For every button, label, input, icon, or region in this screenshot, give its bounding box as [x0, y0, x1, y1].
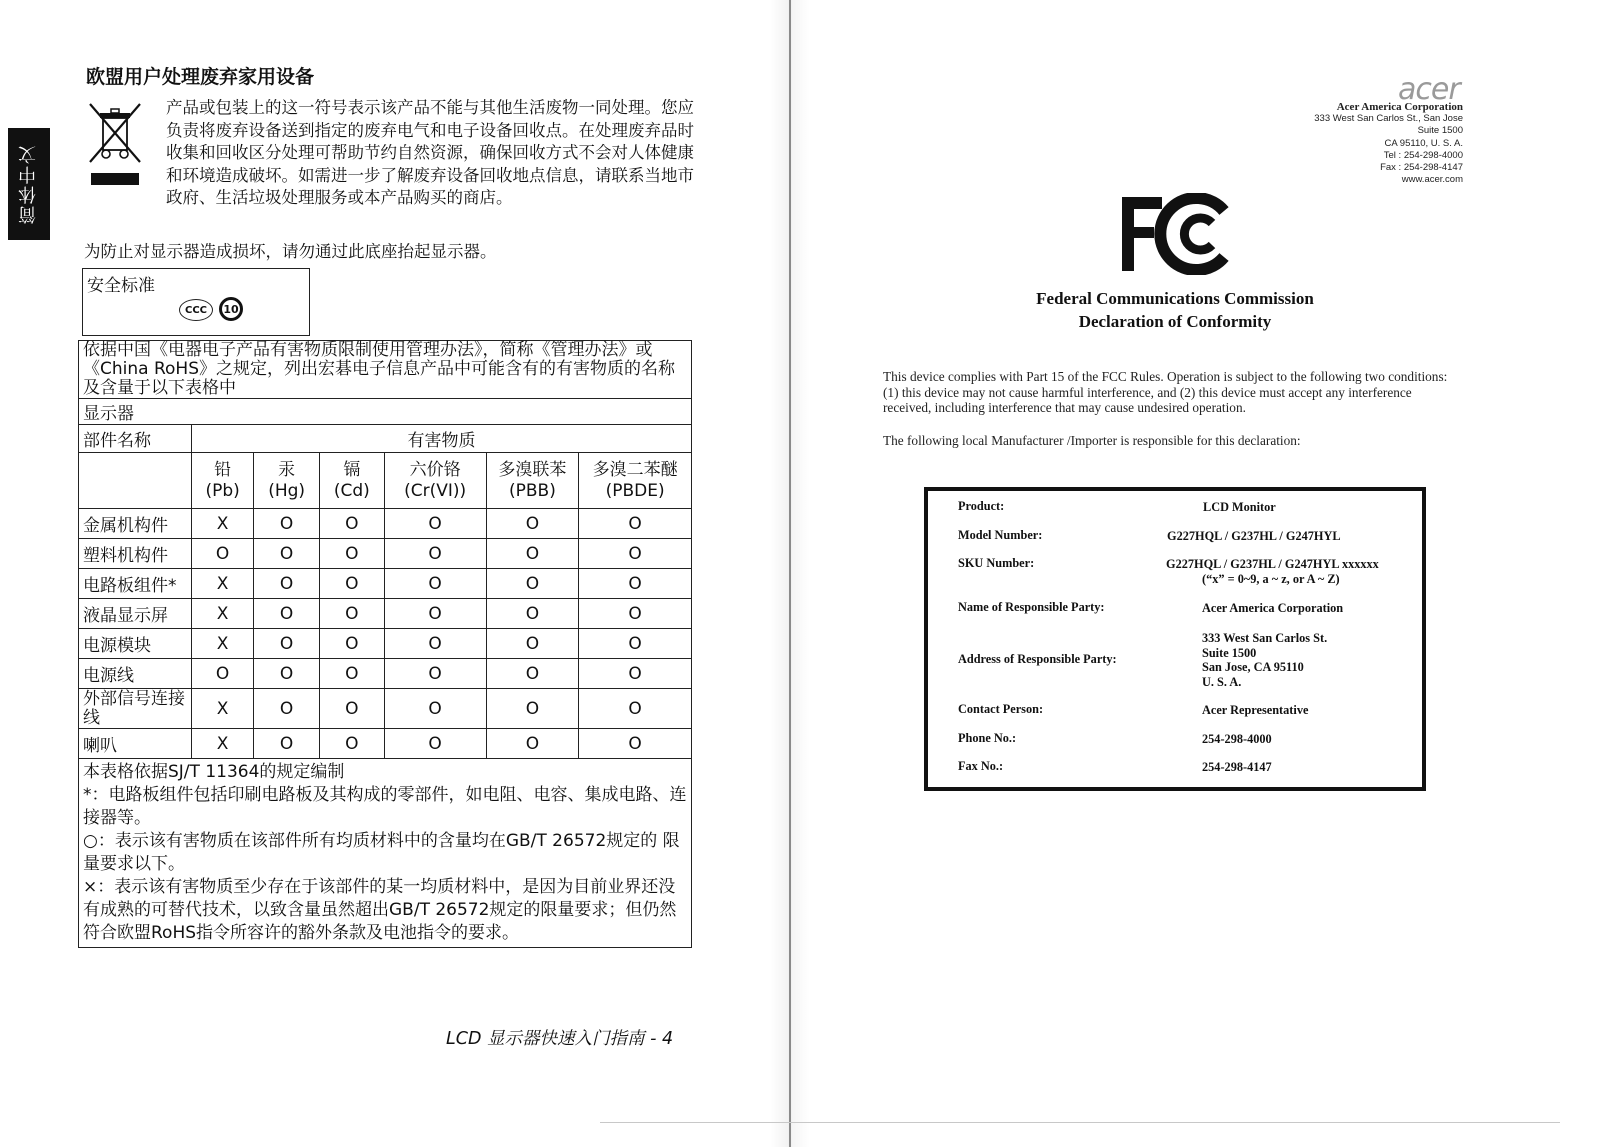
- table-row: 电源模块 X O O O O O: [79, 629, 692, 659]
- table-row: 外部信号连接线 X O O O O O: [79, 689, 692, 729]
- weee-paragraph: 产品或包装上的这一符号表示该产品不能与其他生活废物一同处理。您应负责将废弃设备送到指定的废弃电气和电子设备回收点。在处理废弃品时收集和回收区分处理可帮助节约自然资源，确保回收方式不会对人体健康和环境造成破坏。如需进一步了解废弃设备回收地点信息，请联系当地市政府、生活垃圾处理服务或本产品购买的商店。: [166, 98, 694, 208]
- address-website: www.acer.com: [1401, 174, 1463, 186]
- rohs-intro: 依据中国《电器电子产品有害物质限制使用管理办法》，简称《管理办法》或《China RoHS》之规定，列出宏碁电子信息产品中可能含有的有害物质的名称及含量于以下表格中: [79, 341, 692, 399]
- table-row: 塑料机构件 O O O O O O: [79, 539, 692, 569]
- epup-10-icon: 10: [219, 297, 243, 321]
- safety-standard-box: [82, 268, 310, 336]
- contact-label: Contact Person:: [958, 702, 1044, 716]
- party-value: Acer America Corporation: [1202, 601, 1344, 615]
- party-label: Name of Responsible Party:: [958, 600, 1105, 614]
- china-rohs-table: [78, 340, 692, 948]
- phone-label: Phone No.:: [958, 731, 1017, 745]
- language-tab: [8, 128, 50, 240]
- corporate-address: [1314, 101, 1463, 186]
- substance-pbb: 多溴联苯 (PBB): [486, 453, 579, 509]
- rohs-notes: [79, 759, 692, 948]
- fcc-heading-line-2: Declaration of Conformity: [1078, 312, 1272, 331]
- sku-value: G227HQL / G237HL / G247HYL xxxxxx: [1166, 557, 1379, 571]
- rohs-device: 显示器: [79, 399, 692, 425]
- table-row: 喇叭 X O O O O O: [79, 729, 692, 759]
- lift-warning: 为防止对显示器造成损坏，请勿通过此底座抬起显示器。: [84, 242, 497, 261]
- fax-label: Fax No.:: [958, 759, 1004, 773]
- part-name-header: 部件名称: [79, 425, 192, 453]
- substance-names-row: [79, 453, 692, 509]
- substance-hg: 汞 (Hg): [254, 453, 320, 509]
- rohs-note-cross: ×：表示该有害物质至少存在于该部件的某一均质材料中，是因为目前业界还没有成熟的可替代技术，以致含量虽然超出GB/T 26572规定的限量要求；但仍然符合欧盟RoHS指令所容许的豁外条款及电池指令的要求。: [83, 877, 677, 943]
- language-tab-label: 简体中文: [18, 144, 39, 224]
- safety-standard-label: 安全标准: [87, 276, 155, 296]
- page-footer: LCD 显示器快速入门指南 - 4: [446, 1029, 674, 1049]
- ccc-certification-icon: CCC: [179, 299, 213, 321]
- crossed-out-wheeled-bin-icon: [86, 100, 144, 170]
- substance-pb: 铅 (Pb): [192, 453, 254, 509]
- address-fax: Fax : 254-298-4147: [1380, 162, 1463, 174]
- left-page: [0, 0, 790, 1147]
- fcc-heading: [980, 287, 1370, 333]
- address-line: CA 95110, U. S. A.: [1384, 137, 1463, 149]
- product-value: LCD Monitor: [1203, 500, 1276, 514]
- sku-label: SKU Number:: [958, 556, 1035, 570]
- substance-pbde: 多溴二苯醚 (PBDE): [579, 453, 692, 509]
- acer-logo: acer: [1398, 72, 1460, 107]
- scan-edge-line: [600, 1122, 1560, 1123]
- address-line: Suite 1500: [1417, 125, 1463, 137]
- fcc-logo-icon: [1120, 193, 1232, 275]
- substance-cr6: 六价铬 (Cr(VI)): [384, 453, 486, 509]
- address-label: Address of Responsible Party:: [958, 652, 1117, 666]
- phone-value: 254-298-4000: [1202, 732, 1272, 746]
- responsible-paragraph: The following local Manufacturer /Importer is responsible for this declaration:: [883, 433, 1301, 448]
- rohs-note-circle: ○：表示该有害物质在该部件所有均质材料中的含量均在GB/T 26572规定的 限量要求以下。: [83, 831, 680, 874]
- contact-value: Acer Representative: [1202, 703, 1309, 717]
- product-label: Product:: [958, 499, 1005, 513]
- table-row: 液晶显示屏 X O O O O O: [79, 599, 692, 629]
- substance-header: 有害物质: [192, 425, 692, 453]
- table-row: 电路板组件* X O O O O O: [79, 569, 692, 599]
- address-line: 333 West San Carlos St., San Jose: [1314, 113, 1463, 125]
- weee-title: 欧盟用户处理废弃家用设备: [86, 66, 315, 88]
- compliance-paragraph: This device complies with Part 15 of the FCC Rules. Operation is subject to the following two conditions: (1) this device may not cause harmful interference, and (2) this device must accept any interference received, including interference that may cause undesired operation.: [883, 369, 1448, 416]
- fcc-heading-line-1: Federal Communications Commission: [1036, 289, 1314, 308]
- substance-cd: 镉 (Cd): [320, 453, 385, 509]
- sku-note: (“x” = 0~9, a ~ z, or A ~ Z): [1202, 572, 1340, 586]
- rohs-note-standard: 本表格依据SJ/T 11364的规定编制: [83, 762, 345, 782]
- corporation-name: Acer America Corporation: [1336, 101, 1463, 113]
- table-row: 电源线 O O O O O O: [79, 659, 692, 689]
- party-address: 333 West San Carlos St. Suite 1500 San Jose, CA 95110 U. S. A.: [1202, 631, 1328, 689]
- empty-header-cell: [79, 453, 192, 509]
- model-label: Model Number:: [958, 528, 1043, 542]
- fax-value: 254-298-4147: [1202, 760, 1272, 774]
- model-value: G227HQL / G237HL / G247HYL: [1167, 529, 1341, 543]
- rohs-note-circuit: *：电路板组件包括印刷电路板及其构成的零部件，如电阻、电容、集成电路、连接器等。: [83, 785, 687, 828]
- right-page: [790, 0, 1600, 1147]
- weee-bar-marker: [91, 173, 139, 185]
- address-tel: Tel : 254-298-4000: [1383, 149, 1463, 161]
- table-row: 金属机构件 X O O O O O: [79, 509, 692, 539]
- declaration-box: [924, 487, 1426, 791]
